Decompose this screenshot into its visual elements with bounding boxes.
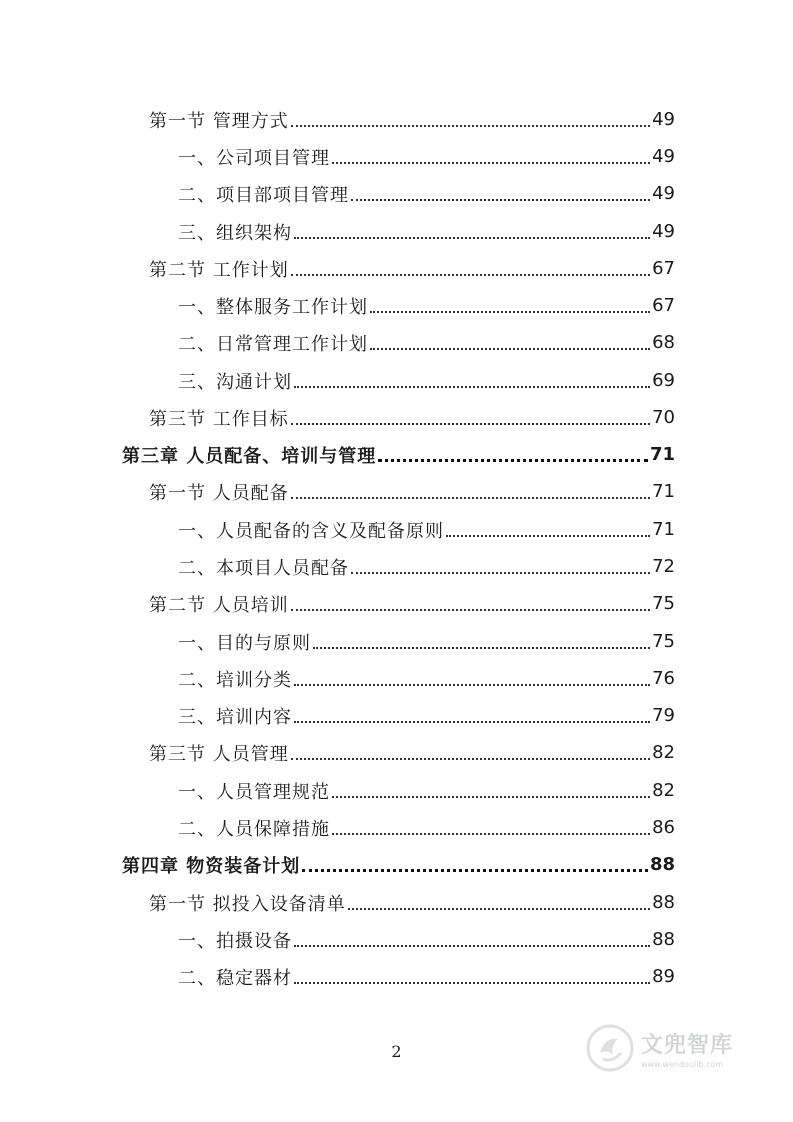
toc-entry[interactable]: [178, 772, 675, 809]
toc-entry-title: 第三节 人员管理: [149, 743, 289, 765]
toc-entry[interactable]: [122, 436, 675, 473]
toc-entry[interactable]: [122, 846, 675, 883]
toc-entry-page: 49: [652, 183, 675, 204]
toc-entry[interactable]: [178, 921, 675, 958]
toc-entry-title: 三、培训内容: [178, 706, 292, 728]
toc-entry-page: 75: [652, 593, 675, 614]
toc-entry-page: 70: [652, 407, 675, 428]
watermark: [585, 1018, 755, 1078]
toc-entry-page: 67: [652, 258, 675, 279]
toc-entry-title: 二、培训分类: [178, 669, 292, 691]
toc-entry-page: 82: [652, 780, 675, 801]
toc-entry[interactable]: [178, 958, 675, 995]
toc-entry-title: 二、日常管理工作计划: [178, 333, 368, 355]
toc-leader-dots: [294, 684, 650, 686]
toc-entry-title: 第一节 拟投入设备清单: [149, 893, 346, 915]
toc-entry-page: 88: [649, 854, 675, 875]
toc-leader-dots: [294, 237, 650, 239]
toc-leader-dots: [291, 423, 650, 425]
toc-leader-dots: [294, 386, 650, 388]
toc-entry-title: 一、拍摄设备: [178, 930, 292, 952]
page-number: 2: [391, 1042, 402, 1061]
toc-entry[interactable]: [178, 548, 675, 585]
watermark-logo-icon: [585, 1023, 635, 1073]
toc-entry[interactable]: [178, 213, 675, 250]
toc-leader-dots: [291, 274, 650, 276]
toc-leader-dots: [332, 833, 650, 835]
toc-entry[interactable]: [178, 697, 675, 734]
toc-entry[interactable]: [149, 473, 675, 510]
toc-leader-dots: [291, 609, 650, 611]
toc-entry[interactable]: [178, 287, 675, 324]
toc-entry-page: 49: [652, 146, 675, 167]
toc-entry-page: 71: [652, 481, 675, 502]
toc-entry[interactable]: [178, 623, 675, 660]
toc-entry[interactable]: [178, 511, 675, 548]
toc-entry-title: 一、公司项目管理: [178, 147, 330, 169]
toc-leader-dots: [332, 796, 650, 798]
toc-entry[interactable]: [149, 101, 675, 138]
toc-entry-page: 69: [652, 370, 675, 391]
toc-entry-title: 一、目的与原则: [178, 632, 311, 654]
toc-entry-page: 67: [652, 295, 675, 316]
toc-entry-title: 第三节 工作目标: [149, 408, 289, 430]
toc-entry-title: 三、沟通计划: [178, 371, 292, 393]
toc-entry-page: 88: [652, 929, 675, 950]
toc-entry[interactable]: [149, 399, 675, 436]
toc-entry-title: 第二节 人员培训: [149, 594, 289, 616]
toc-entry-title: 第三章 人员配备、培训与管理: [122, 445, 377, 467]
toc-entry-title: 第一节 管理方式: [149, 110, 289, 132]
toc-entry-title: 二、稳定器材: [178, 967, 292, 989]
toc-entry-page: 71: [652, 519, 675, 540]
toc-entry-title: 二、本项目人员配备: [178, 557, 349, 579]
watermark-url: www.wendoulib.com: [641, 1059, 724, 1069]
toc-leader-dots: [351, 199, 650, 201]
toc-leader-dots: [302, 869, 648, 872]
toc-entry[interactable]: [149, 884, 675, 921]
toc-leader-dots: [291, 758, 650, 760]
toc-entry-title: 一、人员管理规范: [178, 781, 330, 803]
toc-entry-title: 二、项目部项目管理: [178, 184, 349, 206]
toc-entry[interactable]: [178, 660, 675, 697]
toc-entry[interactable]: [178, 175, 675, 212]
toc-entry-page: 76: [652, 668, 675, 689]
toc-entry-page: 89: [652, 966, 675, 987]
toc-entry-title: 第一节 人员配备: [149, 482, 289, 504]
toc-entry-page: 72: [652, 556, 675, 577]
toc-entry-title: 一、整体服务工作计划: [178, 296, 368, 318]
toc-entry[interactable]: [178, 138, 675, 175]
toc-leader-dots: [370, 348, 650, 350]
toc-entry[interactable]: [149, 585, 675, 622]
toc-entry-page: 68: [652, 332, 675, 353]
toc-entry[interactable]: [149, 250, 675, 287]
toc-entry-page: 82: [652, 742, 675, 763]
toc-entry-page: 49: [652, 221, 675, 242]
toc-leader-dots: [446, 535, 650, 537]
toc-leader-dots: [291, 497, 650, 499]
toc-entry-page: 88: [652, 892, 675, 913]
toc-leader-dots: [291, 125, 650, 127]
toc-leader-dots: [294, 982, 650, 984]
toc-entry-title: 第四章 物资装备计划: [122, 855, 301, 877]
toc-entry-title: 一、人员配备的含义及配备原则: [178, 520, 444, 542]
toc-leader-dots: [348, 908, 650, 910]
toc-entry-page: 75: [652, 631, 675, 652]
toc-entry[interactable]: [178, 809, 675, 846]
toc-entry[interactable]: [178, 324, 675, 361]
toc-entry-title: 第二节 工作计划: [149, 259, 289, 281]
toc-entry[interactable]: [149, 734, 675, 771]
toc-leader-dots: [351, 572, 650, 574]
toc-entry-page: 71: [649, 444, 675, 465]
toc-leader-dots: [332, 162, 650, 164]
toc-leader-dots: [294, 721, 650, 723]
watermark-title: 文兜智库: [641, 1032, 734, 1058]
toc-entry[interactable]: [178, 362, 675, 399]
toc-leader-dots: [370, 311, 650, 313]
toc-leader-dots: [294, 945, 650, 947]
toc-entry-page: 79: [652, 705, 675, 726]
toc-entry-page: 86: [652, 817, 675, 838]
toc-entry-page: 49: [652, 109, 675, 130]
toc-leader-dots: [313, 647, 650, 649]
toc-leader-dots: [378, 459, 648, 462]
toc-entry-title: 三、组织架构: [178, 222, 292, 244]
toc-entry-title: 二、人员保障措施: [178, 818, 330, 840]
